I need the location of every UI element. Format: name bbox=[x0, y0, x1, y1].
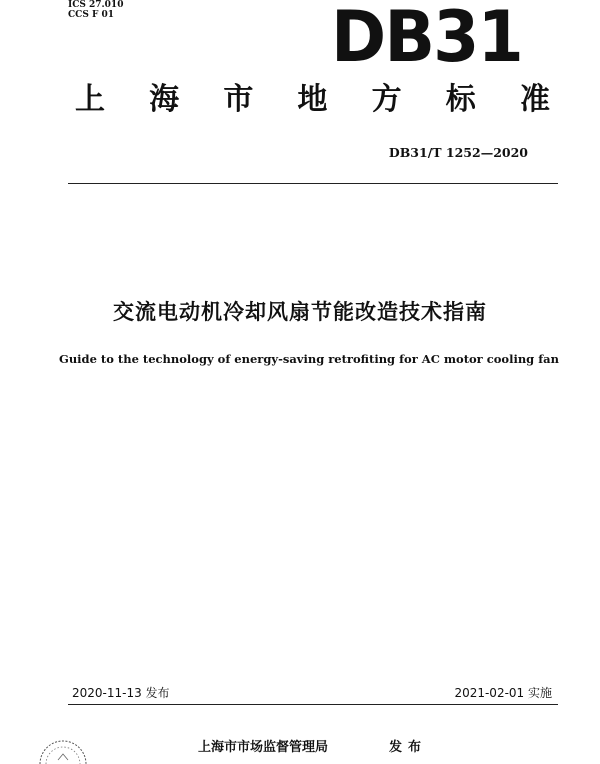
issue-label: 发布 bbox=[389, 740, 428, 755]
heading-char: 上 bbox=[75, 82, 105, 117]
document-title-english: Guide to the technology of energy-saving retrofiting for AC motor cooling fan bbox=[59, 352, 559, 366]
document-title-chinese: 交流电动机冷却风扇节能改造技术指南 bbox=[113, 300, 487, 324]
seal-icon bbox=[36, 738, 90, 764]
bottom-divider bbox=[68, 704, 558, 705]
classification-codes bbox=[68, 0, 123, 20]
heading-char: 标 bbox=[445, 82, 476, 117]
heading-char: 方 bbox=[371, 82, 402, 117]
ccs-code: CCS F 01 bbox=[68, 10, 115, 20]
ics-code: ICS 27.010 bbox=[68, 0, 124, 10]
heading-char: 海 bbox=[149, 82, 180, 117]
standard-number: DB31/T 1252—2020 bbox=[388, 145, 528, 160]
heading-char: 准 bbox=[519, 82, 550, 117]
db31-logo: DB31 bbox=[331, 0, 522, 78]
issuing-authority: 上海市市场监督管理局 bbox=[198, 740, 329, 755]
heading-char: 市 bbox=[223, 82, 254, 117]
top-divider bbox=[68, 183, 558, 184]
heading-char: 地 bbox=[297, 82, 328, 117]
issue-date: 2020-11-13 发布 bbox=[72, 686, 170, 700]
local-standard-heading bbox=[75, 82, 550, 118]
implementation-date: 2021-02-01 实施 bbox=[454, 686, 552, 700]
